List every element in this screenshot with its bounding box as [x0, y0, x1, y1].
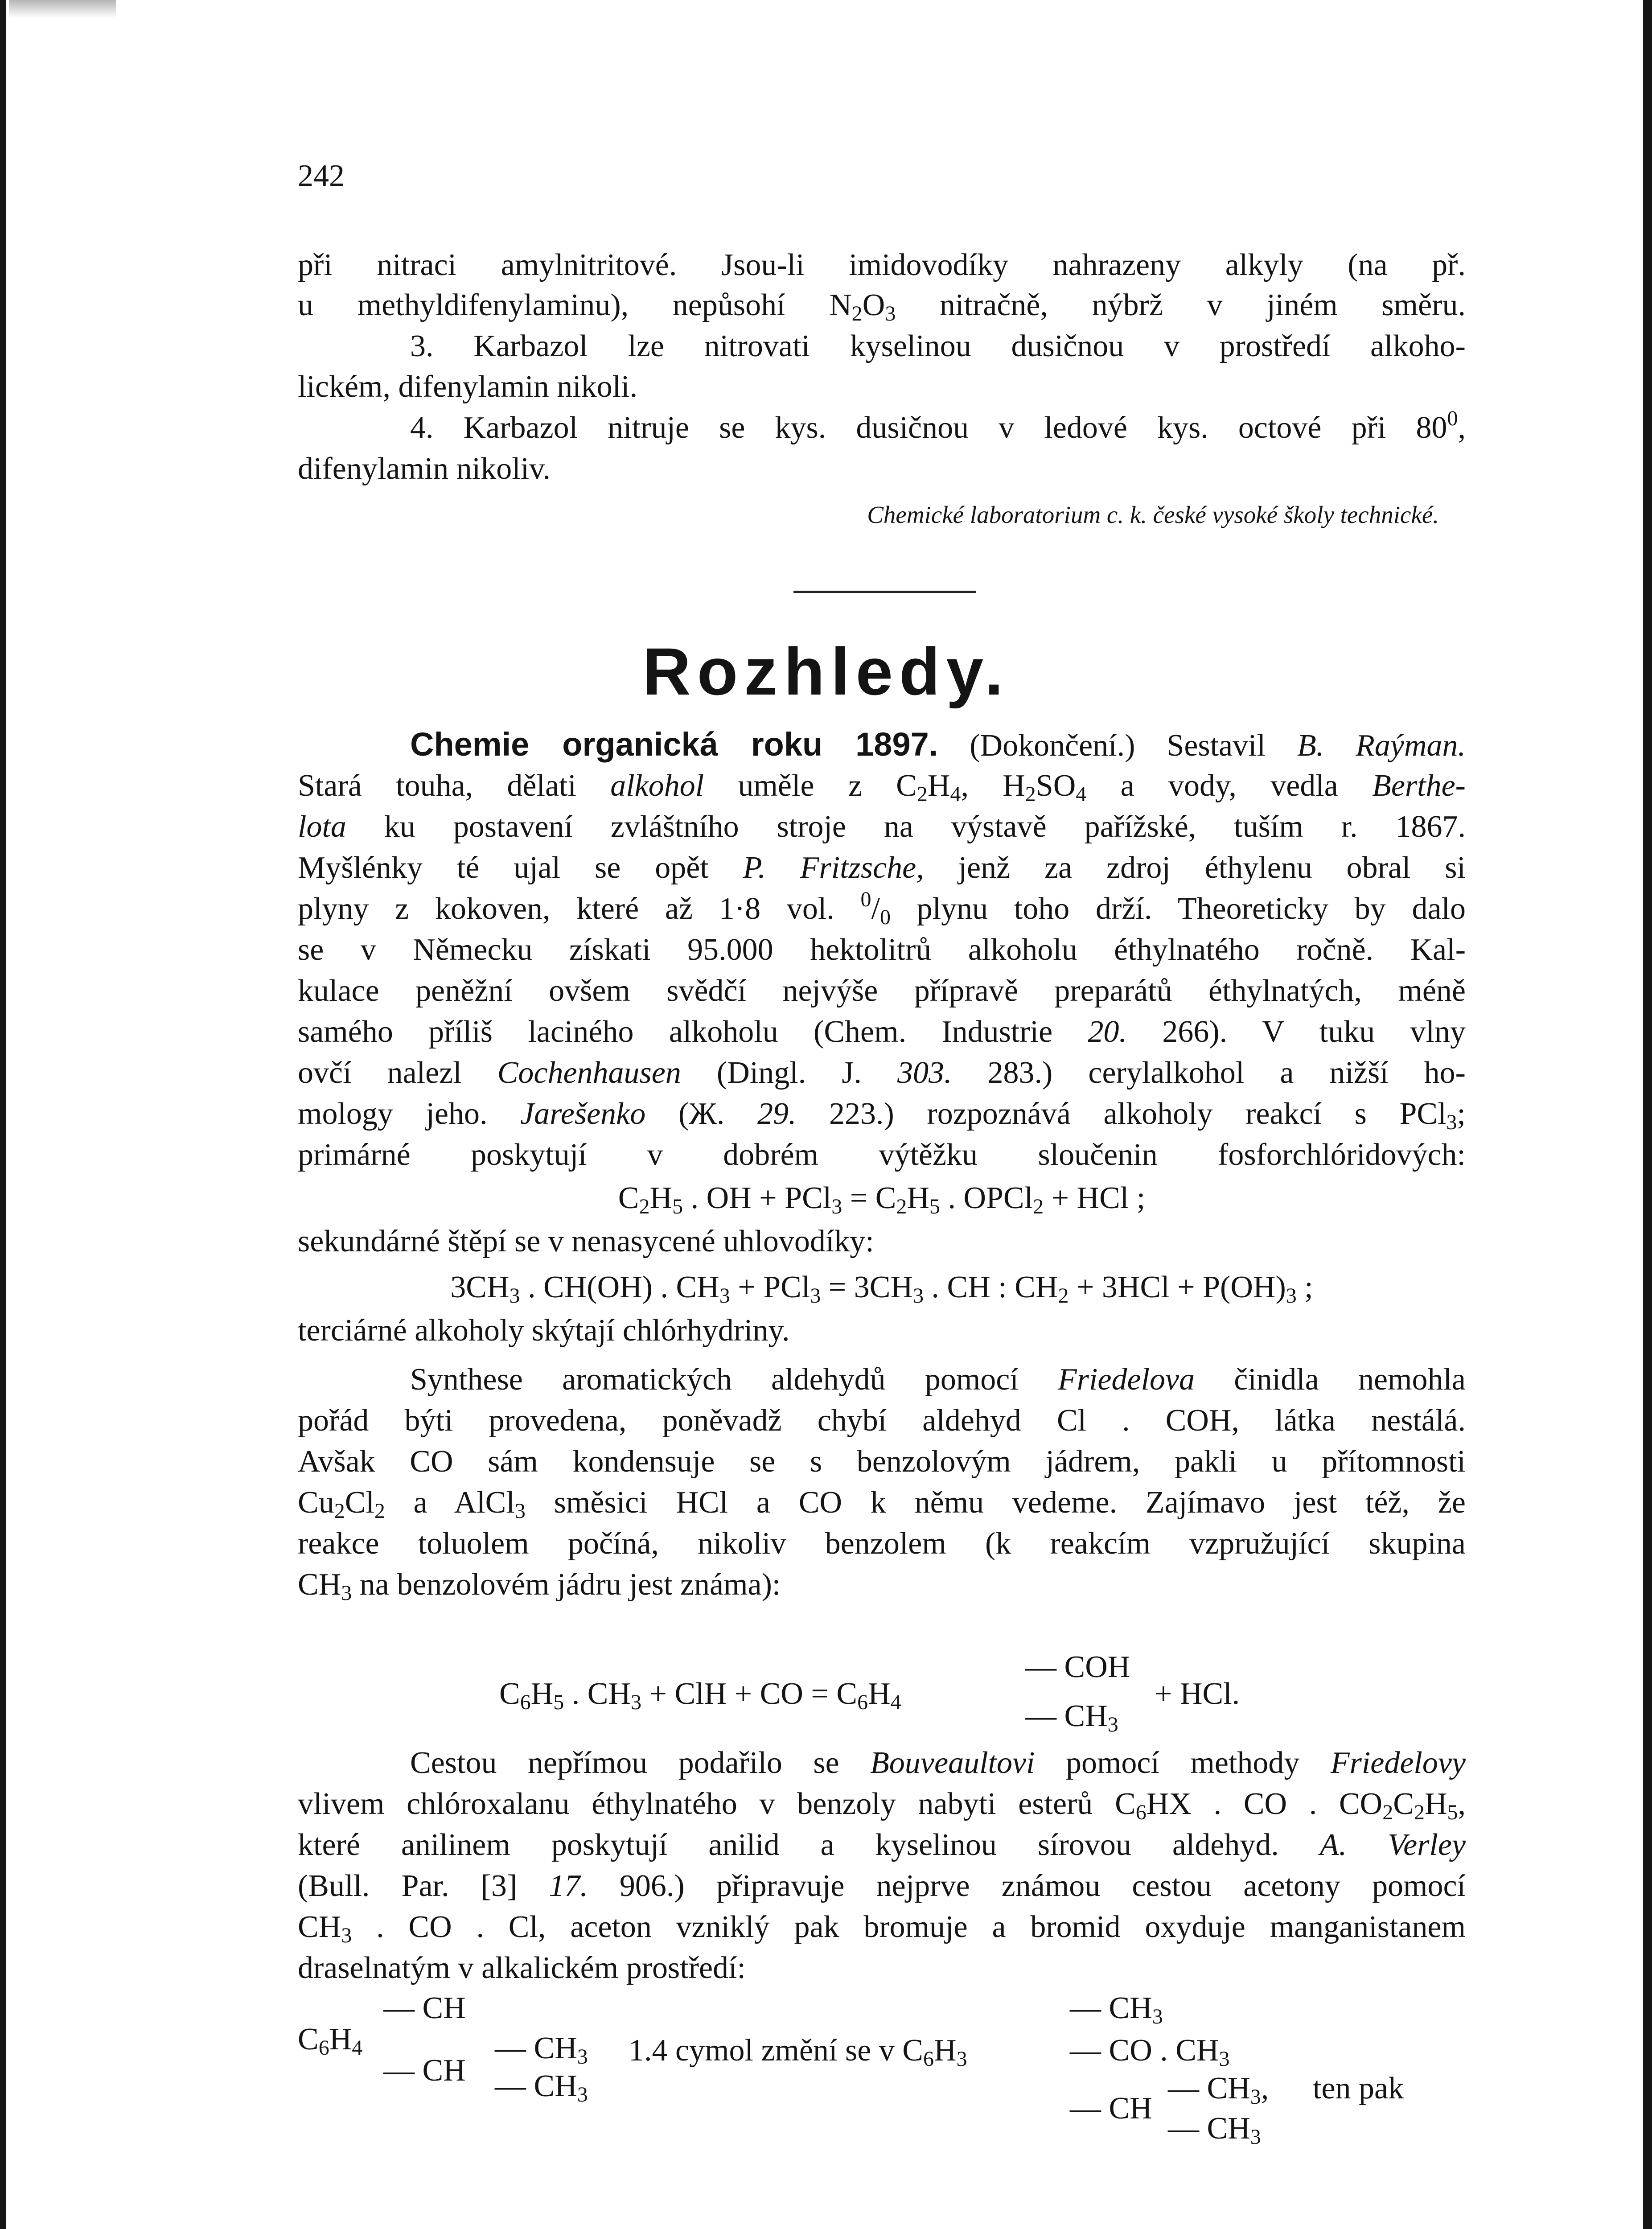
- formula-branch: — $CH_3$: [495, 2031, 588, 2069]
- text-line: pořád býti provedena, poněvadž chybí aldehyd Cl . COH, látka nestálá.: [298, 1403, 1466, 1438]
- formula-branch: — $CH_3$: [1025, 1699, 1118, 1736]
- formula-branch: — CH: [383, 2053, 466, 2088]
- formula-branch: — CO . $CH_3$: [1070, 2033, 1230, 2071]
- text-line: $CH_3$ na benzolovém jádru jest známa):: [298, 1567, 781, 1605]
- text-line: při nitraci amylnitritové. Jsou-li imidovodíky nahrazeny alkyly (na př.: [298, 248, 1466, 282]
- text-line: Myšlénky té ujal se opět P. Fritzsche, jenž za zdroj éthylenu obral si: [298, 851, 1466, 885]
- formula: + HCl.: [1155, 1677, 1240, 1711]
- text-line: Stará touha, dělati alkohol uměle z $C_2H_4$, $H_2SO_4$ a vody, vedla Berthe-: [298, 769, 1466, 806]
- text-line: u methyldifenylaminu), nepůsohí $N_2O_3$ nitračně, nýbrž v jiném směru.: [298, 288, 1466, 325]
- text-line: 1.4 cymol změní se v $C_6H_3$: [629, 2033, 967, 2071]
- text-line: samého příliš laciného alkoholu (Chem. Industrie 20. 266). V tuku vlny: [298, 1015, 1466, 1049]
- text-line: terciárné alkoholy skýtají chlórhydriny.: [298, 1313, 790, 1348]
- formula-branch: — $CH_3$: [495, 2069, 588, 2106]
- text-line: 3. Karbazol lze nitrovati kyselinou dusičnou v prostředí alkoho-: [410, 329, 1466, 363]
- formula-branch: — COH: [1025, 1650, 1130, 1684]
- text-line: primárné poskytují v dobrém výtěžku sloučenin fosforchlóridových:: [298, 1138, 1466, 1172]
- formula: $C_6H_4$: [298, 2022, 363, 2060]
- text-line: mology jeho. Jarešenko (Ж. 29. 223.) rozpoznává alkoholy reakcí s PCl$_3$;: [298, 1097, 1466, 1134]
- text-line: plyny z kokoven, které až 1·8 vol. $^0/_0$ plynu toho drží. Theoreticky by dalo: [298, 888, 1466, 929]
- text-line: $CH_3$ . CO . Cl, aceton vzniklý pak bromuje a bromid oxyduje manganistanem: [298, 1910, 1466, 1947]
- text-line: 4. Karbazol nitruje se kys. dusičnou v ledové kys. octové při $80^0$,: [410, 407, 1466, 445]
- signature: Chemické laboratorium c. k. české vysoké školy technické.: [867, 501, 1439, 528]
- text-line: lickém, difenylamin nikoli.: [298, 370, 638, 404]
- formula-branch: — $CH_3$: [1070, 1991, 1163, 2028]
- section-note: (Dokončení.) Sestavil: [970, 728, 1266, 763]
- section-heading-line: [410, 727, 1466, 764]
- text-line: lota ku postavení zvláštního stroje na výstavě pařížské, tuším r. 1867.: [298, 810, 1466, 844]
- section-title: Chemie organická roku 1897.: [410, 726, 938, 763]
- page-title: Rozhledy.: [642, 634, 1010, 709]
- text-line: (Bull. Par. [3] 17. 906.) připravuje nejprve známou cestou acetony pomocí: [298, 1869, 1466, 1903]
- text-line: Cestou nepřímou podařilo se Bouveaultovi pomocí methody Friedelovy: [410, 1746, 1466, 1780]
- formula: $C_2H_5$ . OH + $PCl_3 = C_2H_5$ . OPCl$_2$ + HCl ;: [618, 1181, 1146, 1218]
- formula-branch: — CH: [383, 1991, 466, 2025]
- divider: [793, 591, 976, 593]
- text-line: reakce toluolem počíná, nikoliv benzolem (k reakcím vzpružující skupina: [298, 1526, 1466, 1561]
- text-line: ovčí nalezl Cochenhausen (Dingl. J. 303. 283.) cerylalkohol a nižší ho-: [298, 1056, 1466, 1090]
- text-line: se v Německu získati 95.000 hektolitrů alkoholu éthylnatého ročně. Kal-: [298, 933, 1466, 967]
- formula: $C_6H_5$ . $CH_3$ + ClH + CO = $C_6H_4$: [499, 1677, 901, 1714]
- text-line: sekundárné štěpí se v nenasycené uhlovodíky:: [298, 1224, 874, 1258]
- text-line: $Cu_2Cl_2$ a AlCl$_3$ směsici HCl a CO k němu vedeme. Zajímavo jest též, že: [298, 1485, 1466, 1523]
- formula: $3CH_3$ . CH(OH) . $CH_3 + PCl_3 = 3CH_3$ . CH : $CH_2 + 3HCl + P(OH)_3$ ;: [450, 1270, 1313, 1308]
- formula-branch: — CH: [1070, 2091, 1152, 2126]
- text-line: difenylamin nikoliv.: [298, 452, 551, 486]
- page-number: 242: [298, 159, 345, 193]
- text-line: které anilinem poskytují anilid a kyselinou sírovou aldehyd. A. Verley: [298, 1828, 1466, 1862]
- text-line: vlivem chlóroxalanu éthylnatého v benzoly nabyti esterů $C_6HX$ . CO . $CO_2C_2H_5$,: [298, 1787, 1466, 1824]
- formula-branch: — $CH_3$: [1168, 2111, 1261, 2149]
- text-line: draselnatým v alkalickém prostředí:: [298, 1951, 746, 1985]
- text-line: kulace peněžní ovšem svědčí nejvýše přípravě preparátů éthylnatých, méně: [298, 974, 1466, 1008]
- formula-branch: — $CH_3$,: [1168, 2071, 1269, 2109]
- text-line: Synthese aromatických aldehydů pomocí Friedelova činidla nemohla: [410, 1362, 1466, 1397]
- text-line: ten pak: [1313, 2071, 1404, 2106]
- scan-mark: [9, 0, 116, 18]
- section-author: B. Raýman.: [1297, 728, 1466, 763]
- text-line: Avšak CO sám kondensuje se s benzolovým jádrem, pakli u přítomnosti: [298, 1444, 1466, 1479]
